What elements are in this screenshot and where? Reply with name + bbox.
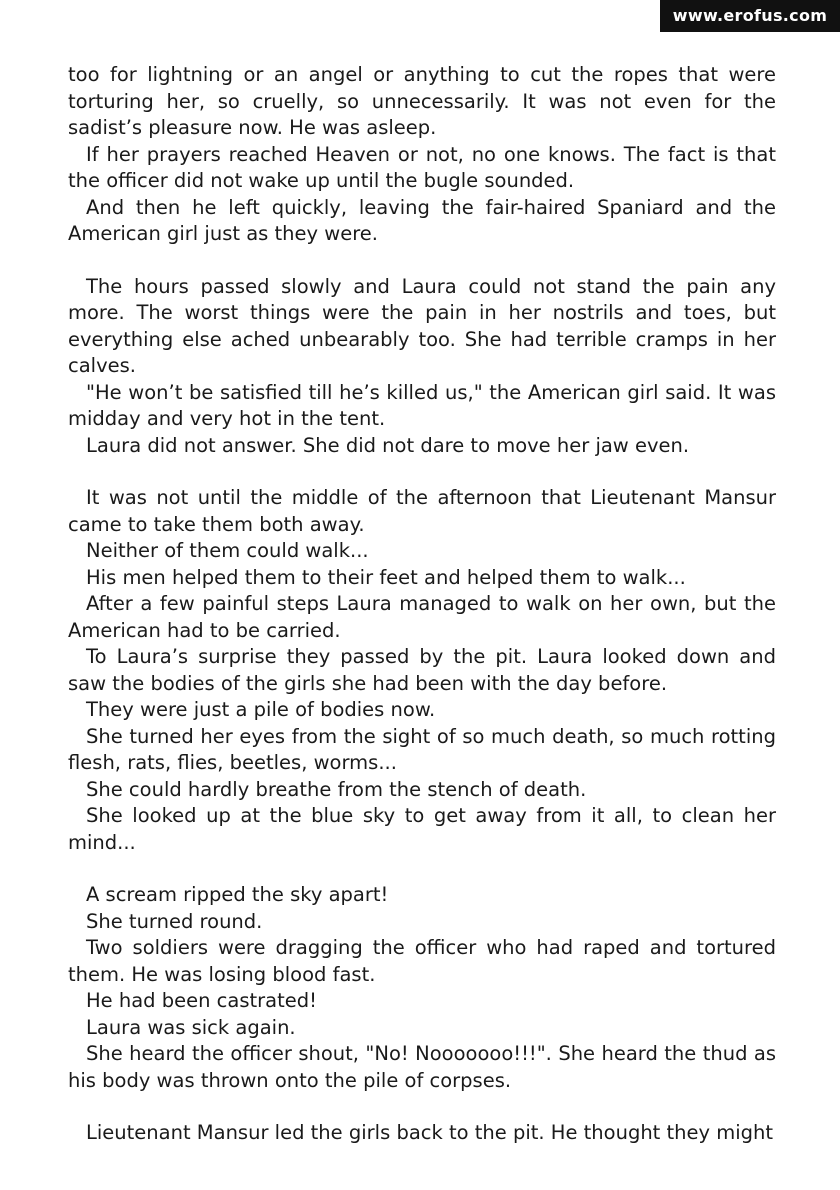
paragraph: She could hardly breathe from the stench of death. xyxy=(86,777,587,801)
paragraph: She heard the officer shout, "No! Nooooooo!!!". She heard the thud as his body was thrown onto the pile of corpses. xyxy=(68,1042,776,1092)
paragraph: "He won’t be satisfied till he’s killed us," the American girl said. It was midday and very hot in the tent. xyxy=(68,380,776,430)
paragraph: too for lightning or an angel or anything to cut the ropes that were torturing her, so cruelly, so unnecessarily. It was not even for the sadist’s pleasure now. He was asleep. xyxy=(68,63,776,139)
paragraph: He had been castrated! xyxy=(86,989,317,1012)
paragraph: Lieutenant Mansur led the girls back to the pit. He thought they might xyxy=(86,1121,774,1144)
paragraph: If her prayers reached Heaven or not, no one knows. The fact is that the officer did not wake up until the bugle sounded. xyxy=(68,142,776,192)
paragraph: Laura was sick again. xyxy=(86,1015,296,1039)
paragraph: To Laura’s surprise they passed by the pit. Laura looked down and saw the bodies of the girls she had been with the day before. xyxy=(68,645,776,695)
paragraph: A scream ripped the sky apart! xyxy=(86,883,389,906)
paragraph: She turned round. xyxy=(86,909,263,933)
paragraph-gap xyxy=(68,459,776,485)
paragraph: They were just a pile of bodies now. xyxy=(86,698,436,721)
paragraph: The hours passed slowly and Laura could not stand the pain any more. The worst things were the pain in her nostrils and toes, but everything else ached unbearably too. She had terrible cramps in her calves. xyxy=(68,274,776,377)
paragraph: After a few painful steps Laura managed to walk on her own, but the American had to be carried. xyxy=(68,592,776,642)
watermark-banner: www.erofus.com xyxy=(660,0,840,32)
paragraph: Laura did not answer. She did not dare to move her jaw even. xyxy=(86,433,690,457)
paragraph: She turned her eyes from the sight of so much death, so much rotting flesh, rats, flies, beetles, worms... xyxy=(68,724,776,774)
paragraph: Two soldiers were dragging the officer who had raped and tortured them. He was losing blood fast. xyxy=(68,936,776,986)
text-body xyxy=(68,62,776,1147)
paragraph-gap xyxy=(68,856,776,882)
paragraph: It was not until the middle of the afternoon that Lieutenant Mansur came to take them both away. xyxy=(68,486,776,536)
paragraph: And then he left quickly, leaving the fair-haired Spaniard and the American girl just as they were. xyxy=(68,195,776,245)
paragraph-gap xyxy=(68,248,776,274)
paragraph: She looked up at the blue sky to get away from it all, to clean her mind... xyxy=(68,804,776,854)
paragraph-gap xyxy=(68,1094,776,1120)
paragraph: Neither of them could walk... xyxy=(86,539,369,562)
paragraph: His men helped them to their feet and helped them to walk... xyxy=(86,565,686,589)
